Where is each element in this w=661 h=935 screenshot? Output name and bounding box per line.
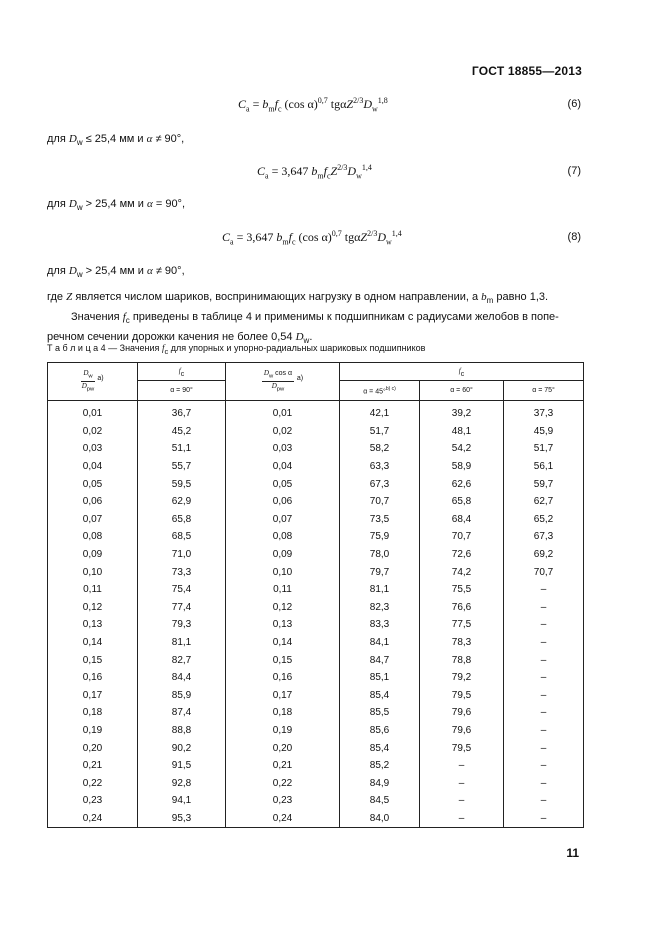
equation-7: $C_a = 3,647$ $b_mf_cZ^{2/3}D_w^{1,4}$ — [257, 163, 372, 181]
table-cell: 59,5 — [138, 475, 226, 493]
table-cell: 84,5 — [340, 792, 420, 810]
table-row — [48, 757, 584, 775]
table-cell: 0,09 — [48, 546, 138, 564]
table-cell: 67,3 — [504, 528, 584, 546]
equation-6-number: (6) — [567, 98, 581, 110]
equation-8: $C_a = 3,647$ $b_mf_c$ (cos α)$^{0,7}$ $tg\alpha Z^{2/3}D_w^{1,4}$ — [222, 229, 402, 247]
table-row — [48, 546, 584, 564]
table-row — [48, 722, 584, 740]
table-cell: 84,0 — [340, 810, 420, 828]
header-dw-cos-dpw: $\frac{D_w \cos \alpha}{D_{pw}}$ $^{а)}$ — [226, 363, 340, 401]
table-cell: 56,1 — [504, 458, 584, 476]
table-cell: 0,07 — [48, 511, 138, 529]
table-cell: 42,1 — [340, 401, 420, 423]
table-cell: 79,2 — [420, 669, 504, 687]
table-cell: 95,3 — [138, 810, 226, 828]
table-cell: 0,23 — [226, 792, 340, 810]
table-cell: 77,5 — [420, 616, 504, 634]
table-cell: – — [504, 651, 584, 669]
table-cell: 39,2 — [420, 401, 504, 423]
table-cell: 85,9 — [138, 687, 226, 705]
table-cell: 79,5 — [420, 687, 504, 705]
table-cell: 45,2 — [138, 423, 226, 441]
table-row — [48, 493, 584, 511]
table-row — [48, 739, 584, 757]
table-cell: 0,18 — [226, 704, 340, 722]
table-cell: 73,5 — [340, 511, 420, 529]
table-cell: 0,03 — [48, 440, 138, 458]
table-cell: 81,1 — [340, 581, 420, 599]
table-cell: 0,04 — [226, 458, 340, 476]
table-cell: 0,01 — [226, 401, 340, 423]
table-cell: 75,9 — [340, 528, 420, 546]
header-dw-dpw: $\frac{D_w}{D_{pw}}$ $^{а)}$ — [48, 363, 138, 401]
table-cell: 0,17 — [48, 687, 138, 705]
page-number: 11 — [566, 846, 579, 860]
table-cell: 0,14 — [48, 634, 138, 652]
table-cell: 74,2 — [420, 563, 504, 581]
table-cell: 37,3 — [504, 401, 584, 423]
table-cell: 92,8 — [138, 774, 226, 792]
table-row — [48, 651, 584, 669]
table-cell: 65,8 — [420, 493, 504, 511]
table-cell: 79,3 — [138, 616, 226, 634]
table-cell: 0,18 — [48, 704, 138, 722]
table-cell: 76,6 — [420, 599, 504, 617]
table-cell: 85,4 — [340, 739, 420, 757]
table-cell: 68,4 — [420, 511, 504, 529]
table-cell: – — [420, 757, 504, 775]
table-row — [48, 475, 584, 493]
equation-8-number: (8) — [567, 231, 581, 243]
table-cell: 78,3 — [420, 634, 504, 652]
table-cell: 36,7 — [138, 401, 226, 423]
explanation-paragraph: где Z является числом шариков, воспринимающих нагрузку в одном направлении, а $b_m$ равно 1,3. Значения $f_c$ приведены в таблице 4 и применимы к подшипникам с радиусами желобов в попе- речном сечении дорожки качения не более 0,54 $D_w$. — [47, 291, 559, 346]
table-cell: 73,3 — [138, 563, 226, 581]
table-cell: – — [504, 599, 584, 617]
table-cell: 0,05 — [226, 475, 340, 493]
table-cell: 55,7 — [138, 458, 226, 476]
header-alpha-90: α = 90° — [138, 381, 226, 401]
table-cell: 91,5 — [138, 757, 226, 775]
table-cell: 87,4 — [138, 704, 226, 722]
table-cell: 85,6 — [340, 722, 420, 740]
table-row — [48, 440, 584, 458]
header-fc-1: $f_c$ — [138, 363, 226, 381]
table-cell: 68,5 — [138, 528, 226, 546]
table-cell: 54,2 — [420, 440, 504, 458]
table-cell: 65,8 — [138, 511, 226, 529]
table-cell: 51,1 — [138, 440, 226, 458]
table-cell: 62,7 — [504, 493, 584, 511]
table-cell: 58,9 — [420, 458, 504, 476]
table-cell: 0,13 — [226, 616, 340, 634]
table-cell: 72,6 — [420, 546, 504, 564]
table-row — [48, 634, 584, 652]
table-cell: 0,16 — [48, 669, 138, 687]
table-row — [48, 616, 584, 634]
table-cell: 0,11 — [48, 581, 138, 599]
table-cell: – — [420, 774, 504, 792]
table-cell: 71,0 — [138, 546, 226, 564]
table-cell: – — [504, 581, 584, 599]
table-cell: 58,2 — [340, 440, 420, 458]
equation-6: $C_a = b_mf_c$ (cos α)$^{0,7}$ $tg\alpha Z^{2/3}D_w^{1,8}$ — [238, 96, 388, 114]
table-cell: 45,9 — [504, 423, 584, 441]
table-row — [48, 581, 584, 599]
table-row — [48, 423, 584, 441]
table-cell: 0,24 — [48, 810, 138, 828]
table-cell: 0,08 — [226, 528, 340, 546]
table-cell: 82,7 — [138, 651, 226, 669]
table-cell: 79,6 — [420, 722, 504, 740]
table-cell: 0,13 — [48, 616, 138, 634]
table-cell: – — [504, 669, 584, 687]
table-cell: – — [504, 634, 584, 652]
table-cell: 51,7 — [504, 440, 584, 458]
table-cell: 0,23 — [48, 792, 138, 810]
condition-3: для $D_w > 25,4$ мм и α ≠ 90°, — [47, 265, 185, 280]
table-cell: – — [504, 810, 584, 828]
table-cell: 79,5 — [420, 739, 504, 757]
table-row — [48, 810, 584, 828]
table-cell: 78,0 — [340, 546, 420, 564]
table-cell: – — [504, 687, 584, 705]
table-cell: 62,9 — [138, 493, 226, 511]
table-cell: 67,3 — [340, 475, 420, 493]
table-cell: 75,4 — [138, 581, 226, 599]
table-cell: 75,5 — [420, 581, 504, 599]
table-cell: 65,2 — [504, 511, 584, 529]
table-cell: 85,2 — [340, 757, 420, 775]
table-cell: 84,7 — [340, 651, 420, 669]
table-cell: 85,4 — [340, 687, 420, 705]
table-cell: 85,5 — [340, 704, 420, 722]
table-cell: 0,03 — [226, 440, 340, 458]
table-body — [48, 401, 584, 828]
header-alpha-45: α = 45°$^{b) c)}$ — [340, 381, 420, 401]
fc-values-table — [47, 362, 584, 828]
table-row — [48, 458, 584, 476]
table-cell: 69,2 — [504, 546, 584, 564]
table-cell: 0,21 — [226, 757, 340, 775]
table-cell: – — [504, 774, 584, 792]
table-cell: 70,7 — [340, 493, 420, 511]
table-cell: – — [420, 810, 504, 828]
table-cell: 79,7 — [340, 563, 420, 581]
table-cell: 59,7 — [504, 475, 584, 493]
table-cell: 0,10 — [48, 563, 138, 581]
table-row — [48, 563, 584, 581]
table-cell: 0,15 — [226, 651, 340, 669]
table-cell: 84,1 — [340, 634, 420, 652]
table-cell: 0,17 — [226, 687, 340, 705]
table-cell: – — [504, 722, 584, 740]
table-cell: 0,02 — [226, 423, 340, 441]
document-standard-header: ГОСТ 18855—2013 — [471, 64, 582, 78]
header-fc-2: $f_c$ — [340, 363, 584, 381]
equation-7-number: (7) — [567, 165, 581, 177]
table-cell: – — [504, 704, 584, 722]
table-row — [48, 792, 584, 810]
table-cell: 0,22 — [226, 774, 340, 792]
header-alpha-75: α = 75° — [504, 381, 584, 401]
table-cell: 0,02 — [48, 423, 138, 441]
table-cell: – — [504, 616, 584, 634]
table-cell: 85,1 — [340, 669, 420, 687]
table-row — [48, 401, 584, 423]
table-cell: – — [504, 739, 584, 757]
table-cell: 78,8 — [420, 651, 504, 669]
table-cell: 90,2 — [138, 739, 226, 757]
table-cell: 0,12 — [48, 599, 138, 617]
table-cell: 48,1 — [420, 423, 504, 441]
table-cell: 82,3 — [340, 599, 420, 617]
table-cell: – — [504, 757, 584, 775]
table-cell: 70,7 — [420, 528, 504, 546]
table-cell: 0,15 — [48, 651, 138, 669]
table-cell: 0,01 — [48, 401, 138, 423]
table-cell: 0,07 — [226, 511, 340, 529]
header-alpha-60: α = 60° — [420, 381, 504, 401]
table-cell: 88,8 — [138, 722, 226, 740]
table-cell: 0,19 — [226, 722, 340, 740]
table-row — [48, 687, 584, 705]
table-row — [48, 704, 584, 722]
table-cell: 79,6 — [420, 704, 504, 722]
table-cell: 0,08 — [48, 528, 138, 546]
table-cell: 0,06 — [226, 493, 340, 511]
table-cell: 81,1 — [138, 634, 226, 652]
condition-2: для $D_w > 25,4$ мм и α = 90°, — [47, 198, 186, 213]
table-cell: – — [504, 792, 584, 810]
table-cell: 51,7 — [340, 423, 420, 441]
table-cell: 0,11 — [226, 581, 340, 599]
condition-1: для $D_w \le 25,4$ мм и α ≠ 90°, — [47, 133, 185, 148]
table-cell: 0,12 — [226, 599, 340, 617]
table-cell: 0,05 — [48, 475, 138, 493]
table-cell: 84,4 — [138, 669, 226, 687]
table-cell: 63,3 — [340, 458, 420, 476]
table-cell: 94,1 — [138, 792, 226, 810]
table-cell: 0,16 — [226, 669, 340, 687]
table-row — [48, 669, 584, 687]
table-cell: 0,20 — [226, 739, 340, 757]
table-cell: 0,20 — [48, 739, 138, 757]
table-cell: 0,10 — [226, 563, 340, 581]
table-cell: 84,9 — [340, 774, 420, 792]
table-cell: 0,09 — [226, 546, 340, 564]
table-cell: 70,7 — [504, 563, 584, 581]
table-cell: 0,22 — [48, 774, 138, 792]
table-cell: 0,19 — [48, 722, 138, 740]
table-row — [48, 511, 584, 529]
table-cell: 0,14 — [226, 634, 340, 652]
table-cell: 0,21 — [48, 757, 138, 775]
table-row — [48, 528, 584, 546]
table-cell: 0,04 — [48, 458, 138, 476]
table-cell: 0,24 — [226, 810, 340, 828]
table-cell: 77,4 — [138, 599, 226, 617]
table-row — [48, 774, 584, 792]
table-cell: – — [420, 792, 504, 810]
table-cell: 83,3 — [340, 616, 420, 634]
table-cell: 0,06 — [48, 493, 138, 511]
table-caption: Т а б л и ц а 4 — Значения $f_c$ для упорных и упорно-радиальных шариковых подшипников — [47, 343, 426, 356]
table-row — [48, 599, 584, 617]
table-cell: 62,6 — [420, 475, 504, 493]
